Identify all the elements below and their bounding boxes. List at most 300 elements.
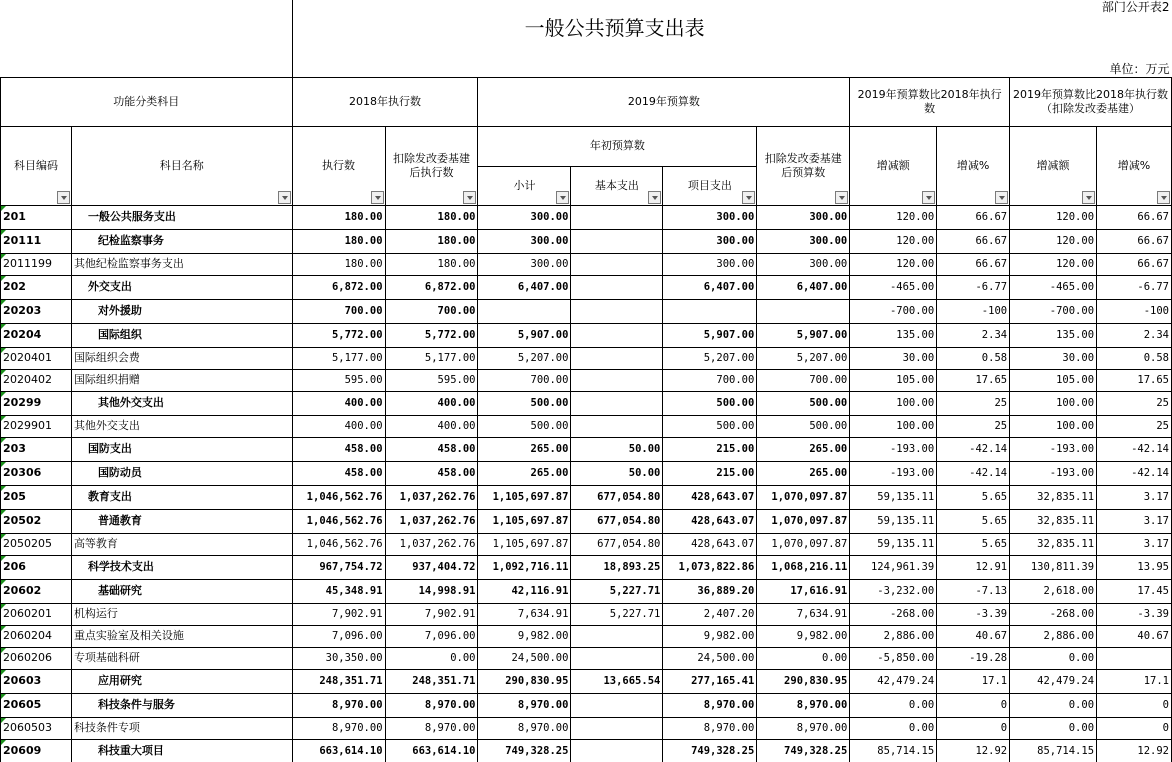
cell-project[interactable]: 428,643.07 xyxy=(663,509,757,533)
cell-pct[interactable]: 66.67 xyxy=(937,205,1010,229)
cell-inc[interactable]: -5,850.00 xyxy=(850,647,937,669)
cell-code[interactable]: 20204 xyxy=(1,323,72,347)
cell-name[interactable]: 国防动员 xyxy=(71,461,292,485)
cell-exec[interactable]: 180.00 xyxy=(292,229,385,253)
cell-name[interactable]: 重点实验室及相关设施 xyxy=(71,625,292,647)
cell-pct2[interactable]: 17.45 xyxy=(1097,579,1172,603)
cell-pct2[interactable]: 0.58 xyxy=(1097,347,1172,369)
cell-inc[interactable]: 59,135.11 xyxy=(850,533,937,555)
cell-exec[interactable]: 458.00 xyxy=(292,461,385,485)
cell-project[interactable]: 1,073,822.86 xyxy=(663,555,757,579)
cell-project[interactable]: 700.00 xyxy=(663,369,757,391)
cell-code[interactable]: 201 xyxy=(1,205,72,229)
cell-pct[interactable]: 25 xyxy=(937,415,1010,437)
cell-pct2[interactable]: 25 xyxy=(1097,415,1172,437)
cell-inc2[interactable]: 135.00 xyxy=(1010,323,1097,347)
cell-basic[interactable] xyxy=(571,253,663,275)
cell-budget-adj[interactable]: 8,970.00 xyxy=(757,693,850,717)
filter-dropdown-icon[interactable] xyxy=(742,191,755,204)
filter-dropdown-icon[interactable] xyxy=(995,191,1008,204)
filter-dropdown-icon[interactable] xyxy=(556,191,569,204)
cell-pct[interactable]: 0 xyxy=(937,717,1010,739)
cell-subtotal[interactable]: 290,830.95 xyxy=(478,669,571,693)
cell-subtotal[interactable]: 42,116.91 xyxy=(478,579,571,603)
cell-code[interactable]: 2029901 xyxy=(1,415,72,437)
cell-subtotal[interactable]: 1,105,697.87 xyxy=(478,509,571,533)
filter-dropdown-icon[interactable] xyxy=(1082,191,1095,204)
cell-budget-adj[interactable]: 6,407.00 xyxy=(757,275,850,299)
cell-code[interactable]: 203 xyxy=(1,437,72,461)
cell-name[interactable]: 其他纪检监察事务支出 xyxy=(71,253,292,275)
cell-exec-adj[interactable]: 180.00 xyxy=(385,253,478,275)
cell-budget-adj[interactable]: 300.00 xyxy=(757,253,850,275)
cell-name[interactable]: 专项基础科研 xyxy=(71,647,292,669)
cell-inc[interactable]: 0.00 xyxy=(850,693,937,717)
cell-code[interactable]: 2060204 xyxy=(1,625,72,647)
cell-project[interactable]: 428,643.07 xyxy=(663,533,757,555)
cell-name[interactable]: 国防支出 xyxy=(71,437,292,461)
cell-pct2[interactable] xyxy=(1097,647,1172,669)
cell-exec-adj[interactable]: 400.00 xyxy=(385,391,478,415)
cell-exec[interactable]: 248,351.71 xyxy=(292,669,385,693)
cell-project[interactable]: 500.00 xyxy=(663,391,757,415)
cell-project[interactable]: 300.00 xyxy=(663,253,757,275)
cell-inc2[interactable]: 30.00 xyxy=(1010,347,1097,369)
cell-inc2[interactable]: 120.00 xyxy=(1010,253,1097,275)
cell-basic[interactable] xyxy=(571,275,663,299)
cell-subtotal[interactable]: 1,105,697.87 xyxy=(478,485,571,509)
cell-pct[interactable]: 25 xyxy=(937,391,1010,415)
cell-code[interactable]: 20502 xyxy=(1,509,72,533)
cell-pct[interactable]: 66.67 xyxy=(937,229,1010,253)
cell-code[interactable]: 2060206 xyxy=(1,647,72,669)
filter-dropdown-icon[interactable] xyxy=(648,191,661,204)
cell-inc2[interactable]: -465.00 xyxy=(1010,275,1097,299)
cell-exec[interactable]: 45,348.91 xyxy=(292,579,385,603)
cell-exec[interactable]: 30,350.00 xyxy=(292,647,385,669)
cell-exec-adj[interactable]: 458.00 xyxy=(385,437,478,461)
cell-code[interactable]: 202 xyxy=(1,275,72,299)
cell-exec[interactable]: 180.00 xyxy=(292,205,385,229)
cell-subtotal[interactable]: 24,500.00 xyxy=(478,647,571,669)
cell-basic[interactable]: 677,054.80 xyxy=(571,533,663,555)
cell-exec-adj[interactable]: 8,970.00 xyxy=(385,693,478,717)
cell-code[interactable]: 205 xyxy=(1,485,72,509)
cell-inc[interactable]: 100.00 xyxy=(850,415,937,437)
cell-exec-adj[interactable]: 7,096.00 xyxy=(385,625,478,647)
cell-exec-adj[interactable]: 7,902.91 xyxy=(385,603,478,625)
cell-exec[interactable]: 8,970.00 xyxy=(292,717,385,739)
cell-budget-adj[interactable]: 300.00 xyxy=(757,229,850,253)
cell-exec-adj[interactable]: 180.00 xyxy=(385,205,478,229)
cell-pct2[interactable]: 2.34 xyxy=(1097,323,1172,347)
cell-budget-adj[interactable]: 265.00 xyxy=(757,461,850,485)
cell-pct2[interactable]: -3.39 xyxy=(1097,603,1172,625)
cell-name[interactable]: 科学技术支出 xyxy=(71,555,292,579)
cell-project[interactable]: 277,165.41 xyxy=(663,669,757,693)
cell-inc2[interactable]: 85,714.15 xyxy=(1010,739,1097,762)
cell-inc[interactable]: 105.00 xyxy=(850,369,937,391)
cell-exec[interactable]: 7,902.91 xyxy=(292,603,385,625)
cell-name[interactable]: 教育支出 xyxy=(71,485,292,509)
cell-pct[interactable]: -3.39 xyxy=(937,603,1010,625)
cell-basic[interactable] xyxy=(571,391,663,415)
cell-pct[interactable]: -42.14 xyxy=(937,461,1010,485)
cell-inc[interactable]: 135.00 xyxy=(850,323,937,347)
cell-basic[interactable] xyxy=(571,717,663,739)
cell-exec[interactable]: 967,754.72 xyxy=(292,555,385,579)
cell-inc2[interactable]: 32,835.11 xyxy=(1010,533,1097,555)
cell-basic[interactable] xyxy=(571,299,663,323)
cell-inc2[interactable]: 2,886.00 xyxy=(1010,625,1097,647)
cell-exec-adj[interactable]: 180.00 xyxy=(385,229,478,253)
cell-name[interactable]: 国际组织会费 xyxy=(71,347,292,369)
cell-inc2[interactable]: 0.00 xyxy=(1010,693,1097,717)
cell-exec[interactable]: 595.00 xyxy=(292,369,385,391)
cell-code[interactable]: 206 xyxy=(1,555,72,579)
cell-pct[interactable]: 0.58 xyxy=(937,347,1010,369)
cell-project[interactable]: 6,407.00 xyxy=(663,275,757,299)
cell-code[interactable]: 2060503 xyxy=(1,717,72,739)
cell-exec-adj[interactable]: 0.00 xyxy=(385,647,478,669)
cell-name[interactable]: 其他外交支出 xyxy=(71,415,292,437)
cell-name[interactable]: 外交支出 xyxy=(71,275,292,299)
cell-exec[interactable]: 6,872.00 xyxy=(292,275,385,299)
cell-code[interactable]: 20603 xyxy=(1,669,72,693)
cell-basic[interactable] xyxy=(571,347,663,369)
cell-inc2[interactable]: 105.00 xyxy=(1010,369,1097,391)
cell-pct2[interactable]: 17.65 xyxy=(1097,369,1172,391)
cell-pct2[interactable]: 0 xyxy=(1097,693,1172,717)
cell-pct[interactable]: -7.13 xyxy=(937,579,1010,603)
cell-pct2[interactable]: 25 xyxy=(1097,391,1172,415)
cell-exec-adj[interactable]: 400.00 xyxy=(385,415,478,437)
cell-exec[interactable]: 5,772.00 xyxy=(292,323,385,347)
cell-exec-adj[interactable]: 595.00 xyxy=(385,369,478,391)
cell-basic[interactable]: 5,227.71 xyxy=(571,603,663,625)
cell-pct2[interactable]: 66.67 xyxy=(1097,229,1172,253)
cell-basic[interactable] xyxy=(571,369,663,391)
cell-inc[interactable]: 2,886.00 xyxy=(850,625,937,647)
cell-subtotal[interactable]: 1,105,697.87 xyxy=(478,533,571,555)
cell-inc[interactable]: 59,135.11 xyxy=(850,509,937,533)
cell-inc2[interactable]: 42,479.24 xyxy=(1010,669,1097,693)
cell-inc[interactable]: 120.00 xyxy=(850,253,937,275)
cell-pct[interactable]: 5.65 xyxy=(937,509,1010,533)
cell-subtotal[interactable]: 700.00 xyxy=(478,369,571,391)
cell-pct[interactable]: -6.77 xyxy=(937,275,1010,299)
cell-basic[interactable] xyxy=(571,323,663,347)
cell-exec-adj[interactable]: 700.00 xyxy=(385,299,478,323)
cell-pct2[interactable]: 66.67 xyxy=(1097,205,1172,229)
cell-pct[interactable]: 17.1 xyxy=(937,669,1010,693)
cell-inc[interactable]: -3,232.00 xyxy=(850,579,937,603)
cell-exec[interactable]: 663,614.10 xyxy=(292,739,385,762)
cell-inc2[interactable]: 130,811.39 xyxy=(1010,555,1097,579)
cell-pct2[interactable]: -6.77 xyxy=(1097,275,1172,299)
cell-subtotal[interactable]: 500.00 xyxy=(478,415,571,437)
cell-pct[interactable]: -42.14 xyxy=(937,437,1010,461)
cell-inc2[interactable]: 100.00 xyxy=(1010,415,1097,437)
cell-pct2[interactable]: 3.17 xyxy=(1097,533,1172,555)
cell-code[interactable]: 2020402 xyxy=(1,369,72,391)
cell-inc2[interactable]: 0.00 xyxy=(1010,717,1097,739)
cell-project[interactable]: 8,970.00 xyxy=(663,693,757,717)
cell-budget-adj[interactable]: 1,070,097.87 xyxy=(757,509,850,533)
cell-exec[interactable]: 5,177.00 xyxy=(292,347,385,369)
cell-project[interactable]: 9,982.00 xyxy=(663,625,757,647)
cell-project[interactable]: 300.00 xyxy=(663,205,757,229)
cell-code[interactable]: 2060201 xyxy=(1,603,72,625)
cell-inc[interactable]: -268.00 xyxy=(850,603,937,625)
cell-subtotal[interactable]: 1,092,716.11 xyxy=(478,555,571,579)
filter-dropdown-icon[interactable] xyxy=(278,191,291,204)
cell-pct[interactable]: 17.65 xyxy=(937,369,1010,391)
cell-inc2[interactable]: 120.00 xyxy=(1010,229,1097,253)
cell-budget-adj[interactable]: 1,070,097.87 xyxy=(757,485,850,509)
cell-basic[interactable]: 677,054.80 xyxy=(571,509,663,533)
cell-code[interactable]: 20203 xyxy=(1,299,72,323)
cell-basic[interactable] xyxy=(571,205,663,229)
filter-dropdown-icon[interactable] xyxy=(1157,191,1170,204)
cell-budget-adj[interactable]: 300.00 xyxy=(757,205,850,229)
cell-pct[interactable]: -100 xyxy=(937,299,1010,323)
cell-project[interactable] xyxy=(663,299,757,323)
cell-subtotal[interactable]: 300.00 xyxy=(478,229,571,253)
cell-inc[interactable]: 30.00 xyxy=(850,347,937,369)
cell-basic[interactable]: 13,665.54 xyxy=(571,669,663,693)
cell-pct[interactable]: -19.28 xyxy=(937,647,1010,669)
cell-basic[interactable] xyxy=(571,647,663,669)
cell-inc[interactable]: 0.00 xyxy=(850,717,937,739)
cell-subtotal[interactable]: 5,907.00 xyxy=(478,323,571,347)
cell-exec[interactable]: 180.00 xyxy=(292,253,385,275)
cell-name[interactable]: 国际组织 xyxy=(71,323,292,347)
cell-project[interactable]: 24,500.00 xyxy=(663,647,757,669)
cell-inc2[interactable]: 120.00 xyxy=(1010,205,1097,229)
cell-subtotal[interactable]: 265.00 xyxy=(478,437,571,461)
cell-pct[interactable]: 5.65 xyxy=(937,485,1010,509)
cell-subtotal[interactable]: 8,970.00 xyxy=(478,717,571,739)
cell-project[interactable]: 5,207.00 xyxy=(663,347,757,369)
cell-budget-adj[interactable]: 7,634.91 xyxy=(757,603,850,625)
cell-basic[interactable] xyxy=(571,693,663,717)
cell-exec[interactable]: 700.00 xyxy=(292,299,385,323)
cell-subtotal[interactable]: 265.00 xyxy=(478,461,571,485)
cell-exec-adj[interactable]: 1,037,262.76 xyxy=(385,533,478,555)
cell-inc2[interactable]: 100.00 xyxy=(1010,391,1097,415)
cell-subtotal[interactable]: 300.00 xyxy=(478,205,571,229)
cell-project[interactable]: 749,328.25 xyxy=(663,739,757,762)
cell-exec[interactable]: 1,046,562.76 xyxy=(292,485,385,509)
cell-name[interactable]: 机构运行 xyxy=(71,603,292,625)
cell-project[interactable]: 2,407.20 xyxy=(663,603,757,625)
cell-code[interactable]: 20306 xyxy=(1,461,72,485)
cell-pct2[interactable]: -100 xyxy=(1097,299,1172,323)
cell-inc2[interactable]: -700.00 xyxy=(1010,299,1097,323)
cell-pct2[interactable]: -42.14 xyxy=(1097,437,1172,461)
cell-code[interactable]: 20111 xyxy=(1,229,72,253)
cell-exec-adj[interactable]: 663,614.10 xyxy=(385,739,478,762)
cell-name[interactable]: 科技条件与服务 xyxy=(71,693,292,717)
cell-inc2[interactable]: 2,618.00 xyxy=(1010,579,1097,603)
cell-budget-adj[interactable]: 17,616.91 xyxy=(757,579,850,603)
cell-exec-adj[interactable]: 14,998.91 xyxy=(385,579,478,603)
cell-inc[interactable]: 124,961.39 xyxy=(850,555,937,579)
cell-subtotal[interactable]: 7,634.91 xyxy=(478,603,571,625)
cell-name[interactable]: 基础研究 xyxy=(71,579,292,603)
cell-pct2[interactable]: 40.67 xyxy=(1097,625,1172,647)
cell-subtotal[interactable]: 300.00 xyxy=(478,253,571,275)
cell-code[interactable]: 20602 xyxy=(1,579,72,603)
cell-budget-adj[interactable]: 1,068,216.11 xyxy=(757,555,850,579)
cell-budget-adj[interactable]: 749,328.25 xyxy=(757,739,850,762)
cell-name[interactable]: 其他外交支出 xyxy=(71,391,292,415)
cell-exec-adj[interactable]: 458.00 xyxy=(385,461,478,485)
cell-budget-adj[interactable]: 265.00 xyxy=(757,437,850,461)
cell-basic[interactable] xyxy=(571,229,663,253)
cell-budget-adj[interactable]: 1,070,097.87 xyxy=(757,533,850,555)
cell-exec[interactable]: 400.00 xyxy=(292,391,385,415)
cell-budget-adj[interactable]: 700.00 xyxy=(757,369,850,391)
cell-basic[interactable]: 18,893.25 xyxy=(571,555,663,579)
cell-basic[interactable] xyxy=(571,739,663,762)
cell-pct[interactable]: 2.34 xyxy=(937,323,1010,347)
cell-exec-adj[interactable]: 1,037,262.76 xyxy=(385,485,478,509)
cell-budget-adj[interactable]: 500.00 xyxy=(757,391,850,415)
cell-pct[interactable]: 66.67 xyxy=(937,253,1010,275)
cell-budget-adj[interactable]: 8,970.00 xyxy=(757,717,850,739)
cell-name[interactable]: 国际组织捐赠 xyxy=(71,369,292,391)
cell-budget-adj[interactable]: 5,907.00 xyxy=(757,323,850,347)
cell-pct2[interactable]: 12.92 xyxy=(1097,739,1172,762)
cell-project[interactable]: 215.00 xyxy=(663,437,757,461)
cell-project[interactable]: 8,970.00 xyxy=(663,717,757,739)
cell-project[interactable]: 300.00 xyxy=(663,229,757,253)
cell-inc[interactable]: 100.00 xyxy=(850,391,937,415)
cell-basic[interactable]: 50.00 xyxy=(571,437,663,461)
cell-name[interactable]: 科技条件专项 xyxy=(71,717,292,739)
cell-budget-adj[interactable]: 500.00 xyxy=(757,415,850,437)
cell-inc[interactable]: -193.00 xyxy=(850,437,937,461)
cell-exec[interactable]: 8,970.00 xyxy=(292,693,385,717)
cell-exec-adj[interactable]: 5,177.00 xyxy=(385,347,478,369)
cell-code[interactable]: 20609 xyxy=(1,739,72,762)
cell-inc2[interactable]: -268.00 xyxy=(1010,603,1097,625)
cell-exec[interactable]: 1,046,562.76 xyxy=(292,509,385,533)
cell-inc[interactable]: 120.00 xyxy=(850,229,937,253)
cell-exec[interactable]: 1,046,562.76 xyxy=(292,533,385,555)
cell-exec-adj[interactable]: 6,872.00 xyxy=(385,275,478,299)
cell-code[interactable]: 2011199 xyxy=(1,253,72,275)
cell-budget-adj[interactable]: 9,982.00 xyxy=(757,625,850,647)
cell-pct[interactable]: 0 xyxy=(937,693,1010,717)
cell-name[interactable]: 普通教育 xyxy=(71,509,292,533)
cell-name[interactable]: 应用研究 xyxy=(71,669,292,693)
cell-subtotal[interactable]: 8,970.00 xyxy=(478,693,571,717)
cell-pct2[interactable]: -42.14 xyxy=(1097,461,1172,485)
cell-pct2[interactable]: 3.17 xyxy=(1097,485,1172,509)
cell-inc[interactable]: -465.00 xyxy=(850,275,937,299)
cell-exec-adj[interactable]: 5,772.00 xyxy=(385,323,478,347)
cell-pct[interactable]: 12.92 xyxy=(937,739,1010,762)
cell-inc2[interactable]: -193.00 xyxy=(1010,461,1097,485)
cell-subtotal[interactable] xyxy=(478,299,571,323)
cell-basic[interactable] xyxy=(571,625,663,647)
cell-name[interactable]: 一般公共服务支出 xyxy=(71,205,292,229)
cell-pct[interactable]: 5.65 xyxy=(937,533,1010,555)
cell-pct2[interactable]: 66.67 xyxy=(1097,253,1172,275)
cell-exec[interactable]: 400.00 xyxy=(292,415,385,437)
cell-code[interactable]: 2050205 xyxy=(1,533,72,555)
cell-budget-adj[interactable] xyxy=(757,299,850,323)
cell-name[interactable]: 对外援助 xyxy=(71,299,292,323)
cell-pct2[interactable]: 13.95 xyxy=(1097,555,1172,579)
cell-code[interactable]: 20299 xyxy=(1,391,72,415)
filter-dropdown-icon[interactable] xyxy=(922,191,935,204)
cell-subtotal[interactable]: 9,982.00 xyxy=(478,625,571,647)
cell-basic[interactable]: 677,054.80 xyxy=(571,485,663,509)
cell-pct2[interactable]: 0 xyxy=(1097,717,1172,739)
cell-subtotal[interactable]: 749,328.25 xyxy=(478,739,571,762)
cell-basic[interactable]: 5,227.71 xyxy=(571,579,663,603)
cell-budget-adj[interactable]: 290,830.95 xyxy=(757,669,850,693)
cell-code[interactable]: 2020401 xyxy=(1,347,72,369)
cell-basic[interactable] xyxy=(571,415,663,437)
cell-inc[interactable]: 85,714.15 xyxy=(850,739,937,762)
cell-pct2[interactable]: 3.17 xyxy=(1097,509,1172,533)
cell-budget-adj[interactable]: 0.00 xyxy=(757,647,850,669)
cell-name[interactable]: 科技重大项目 xyxy=(71,739,292,762)
cell-exec-adj[interactable]: 937,404.72 xyxy=(385,555,478,579)
cell-subtotal[interactable]: 5,207.00 xyxy=(478,347,571,369)
cell-pct2[interactable]: 17.1 xyxy=(1097,669,1172,693)
filter-dropdown-icon[interactable] xyxy=(57,191,70,204)
cell-name[interactable]: 纪检监察事务 xyxy=(71,229,292,253)
cell-name[interactable]: 高等教育 xyxy=(71,533,292,555)
cell-project[interactable]: 500.00 xyxy=(663,415,757,437)
cell-inc[interactable]: 42,479.24 xyxy=(850,669,937,693)
cell-pct[interactable]: 12.91 xyxy=(937,555,1010,579)
cell-exec[interactable]: 458.00 xyxy=(292,437,385,461)
cell-project[interactable]: 5,907.00 xyxy=(663,323,757,347)
cell-exec[interactable]: 7,096.00 xyxy=(292,625,385,647)
cell-pct[interactable]: 40.67 xyxy=(937,625,1010,647)
cell-exec-adj[interactable]: 1,037,262.76 xyxy=(385,509,478,533)
cell-inc[interactable]: -193.00 xyxy=(850,461,937,485)
cell-subtotal[interactable]: 6,407.00 xyxy=(478,275,571,299)
cell-basic[interactable]: 50.00 xyxy=(571,461,663,485)
cell-subtotal[interactable]: 500.00 xyxy=(478,391,571,415)
cell-code[interactable]: 20605 xyxy=(1,693,72,717)
cell-project[interactable]: 215.00 xyxy=(663,461,757,485)
cell-exec-adj[interactable]: 8,970.00 xyxy=(385,717,478,739)
cell-project[interactable]: 36,889.20 xyxy=(663,579,757,603)
cell-budget-adj[interactable]: 5,207.00 xyxy=(757,347,850,369)
cell-project[interactable]: 428,643.07 xyxy=(663,485,757,509)
cell-inc[interactable]: -700.00 xyxy=(850,299,937,323)
cell-inc[interactable]: 59,135.11 xyxy=(850,485,937,509)
cell-inc[interactable]: 120.00 xyxy=(850,205,937,229)
cell-inc2[interactable]: -193.00 xyxy=(1010,437,1097,461)
filter-dropdown-icon[interactable] xyxy=(835,191,848,204)
filter-dropdown-icon[interactable] xyxy=(463,191,476,204)
cell-inc2[interactable]: 0.00 xyxy=(1010,647,1097,669)
cell-exec-adj[interactable]: 248,351.71 xyxy=(385,669,478,693)
filter-dropdown-icon[interactable] xyxy=(371,191,384,204)
cell-inc2[interactable]: 32,835.11 xyxy=(1010,485,1097,509)
cell-inc2[interactable]: 32,835.11 xyxy=(1010,509,1097,533)
